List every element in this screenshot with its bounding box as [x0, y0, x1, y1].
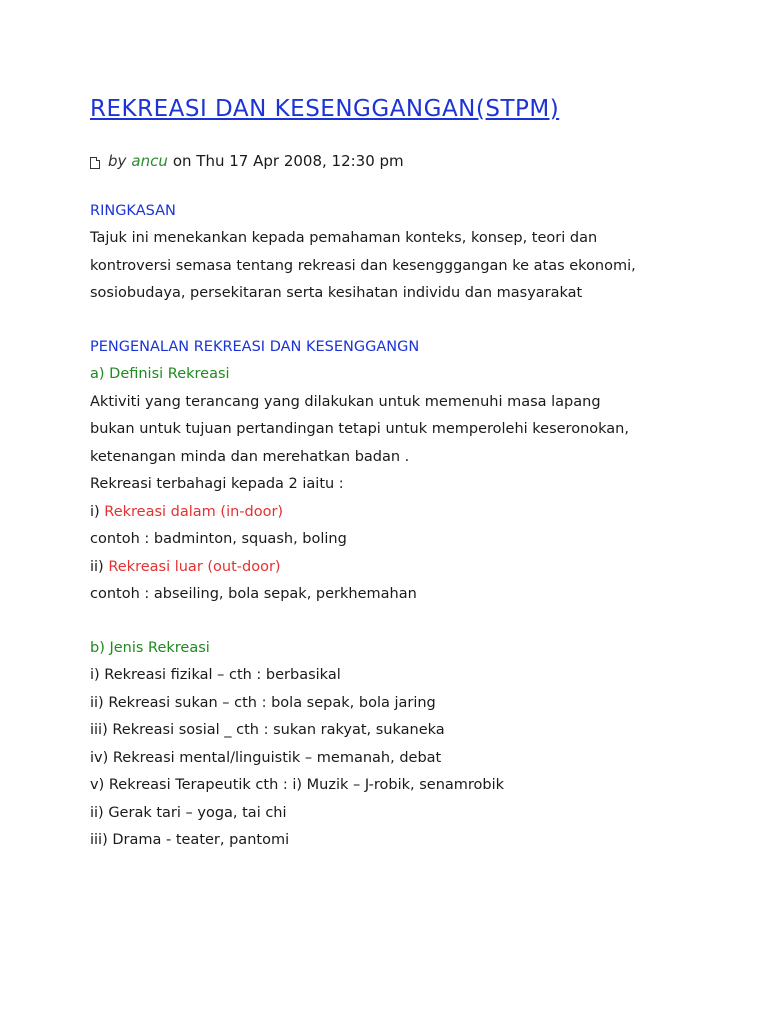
jenis-line: v) Rekreasi Terapeutik cth : i) Muzik – J-robik, senamrobik: [90, 777, 505, 794]
jenis-line: i) Rekreasi fizikal – cth : berbasikal: [90, 667, 341, 684]
list-item-outdoor: [90, 554, 730, 582]
jenis-line: ii) Gerak tari – yoga, tai chi: [90, 804, 287, 821]
jenis-section: [90, 635, 730, 855]
ringkasan-line: kontroversi semasa tentang rekreasi dan kesengggangan ke atas ekonomi,: [90, 257, 636, 274]
definisi-line: ketenangan minda dan merehatkan badan .: [90, 448, 410, 465]
definisi-line: Rekreasi terbahagi kepada 2 iaitu :: [90, 476, 344, 493]
jenis-line: iii) Drama - teater, pantomi: [90, 832, 290, 849]
jenis-line: ii) Rekreasi sukan – cth : bola sepak, bola jaring: [90, 694, 436, 711]
definisi-subheading: a) Definisi Rekreasi: [90, 366, 230, 383]
jenis-line: iv) Rekreasi mental/linguistik – memanah, debat: [90, 749, 442, 766]
pengenalan-section: [90, 334, 730, 609]
outdoor-example: contoh : abseiling, bola sepak, perkhemahan: [90, 586, 417, 603]
ringkasan-section: [90, 198, 730, 308]
post-date: on Thu 17 Apr 2008, 12:30 pm: [172, 151, 404, 170]
outdoor-label: Rekreasi luar (out-door): [108, 558, 281, 575]
item-prefix: ii): [90, 558, 109, 575]
author-link[interactable]: ancu: [131, 151, 168, 170]
definisi-line: bukan untuk tujuan pertandingan tetapi untuk memperolehi keseronokan,: [90, 421, 629, 438]
document-icon: [90, 157, 100, 169]
by-label: by: [108, 151, 127, 170]
item-prefix: i): [90, 503, 105, 520]
ringkasan-line: Tajuk ini menekankan kepada pemahaman konteks, konsep, teori dan: [90, 230, 598, 247]
post-meta: [90, 151, 730, 172]
list-item-indoor: [90, 499, 730, 527]
page-title[interactable]: REKREASI DAN KESENGGANGAN(STPM): [90, 96, 560, 122]
pengenalan-heading: PENGENALAN REKREASI DAN KESENGGANGN: [90, 338, 420, 355]
ringkasan-line: sosiobudaya, persekitaran serta kesihatan individu dan masyarakat: [90, 285, 583, 302]
ringkasan-heading: RINGKASAN: [90, 202, 176, 219]
jenis-heading: b) Jenis Rekreasi: [90, 639, 210, 656]
jenis-line: iii) Rekreasi sosial _ cth : sukan rakyat, sukaneka: [90, 722, 445, 739]
indoor-example: contoh : badminton, squash, boling: [90, 531, 347, 548]
indoor-label: Rekreasi dalam (in-door): [104, 503, 284, 520]
definisi-line: Aktiviti yang terancang yang dilakukan untuk memenuhi masa lapang: [90, 393, 601, 410]
document-page: [90, 96, 730, 855]
